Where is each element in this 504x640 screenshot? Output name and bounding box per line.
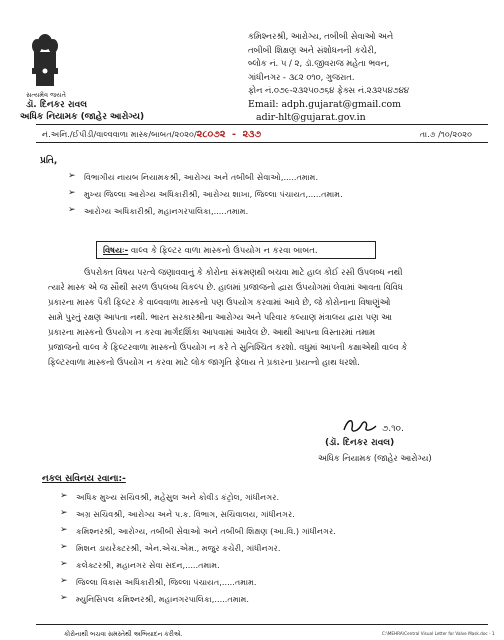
footer-slogan: કોરોનાથી બચવા સમસ્તેથી અભિયાદન કરીએ.: [64, 630, 183, 638]
recipient-text: વિભાગીય નાયબ નિયામકશ્રી, આરોગ્ય અને તબીબી સેવાઓ,.....તમામ.: [84, 172, 319, 182]
arrow-bullet-icon: ➢: [68, 171, 76, 181]
copy-item: [60, 593, 486, 605]
signatory-name: (ડૉ. દિનકર રાવલ): [325, 438, 395, 448]
recipient-item: [68, 171, 484, 183]
arrow-bullet-icon: ➢: [60, 525, 68, 535]
arrow-bullet-icon: ➢: [60, 559, 68, 569]
copy-text: મ્યુનિસિપલ કમિશ્નરશ્રી, મહાનગરપાલિકા,.....તમામ.: [76, 594, 249, 604]
copy-text: મિશન ડાયરેક્ટરશ્રી, એન.એચ.એમ., મજુર કચેરી, ગાંધીનગર.: [76, 543, 281, 553]
email-primary: Email: adph.gujarat@gmail.com: [248, 98, 402, 110]
arrow-bullet-icon: ➢: [60, 593, 68, 603]
body-line: ફિલ્ટરવાળા માસ્કનો ઉપયોગ ન કરવા માટે લોક જાગૃતિ ફેલાય તે પ્રકારના પ્રયત્નો હાથ ધરશો.: [48, 357, 360, 367]
body-line: ત્યારે માસ્ક એ જ સૌથી સરળ ઉપલબ્ધ વિકલ્પ છે. હાલમાં પ્રજાજનો દ્વારા ઉપયોગમાં લેવામાં આવતા વિવિધ: [48, 282, 403, 292]
copy-item: [60, 525, 486, 537]
signature-date: ૭.૧૦.: [382, 424, 404, 434]
signatory-title: અધિક નિયામક (જાહેર આરોગ્ય): [318, 453, 432, 463]
copy-item: [60, 508, 486, 520]
header-divider: [36, 124, 488, 125]
address-line: બ્લોક નં. ૫ / ૨, ડૉ.જીવરાજ મહેતા ભવન,: [248, 58, 390, 69]
recipient-text: આરોગ્ય અધિકારીશ્રી, મહાનગરપાલિકા,.....તમામ.: [84, 206, 249, 216]
address-line: ગાંધીનગર - ૩૮૨ ૦૧૦, ગુજરાત.: [248, 71, 355, 82]
reference-number: નં.અનિ./ઈપીડી/વાલ્વવાળા માસ્ક/બાબત/૨૦૨૦/: [42, 129, 197, 139]
arrow-bullet-icon: ➢: [68, 205, 76, 215]
inward-stamp-number: ૨૮૦૭૨ - ૨૩૭: [196, 129, 262, 140]
recipient-item: [68, 188, 484, 200]
copies-heading: નકલ સવિનય રવાના:-: [42, 474, 126, 484]
arrow-bullet-icon: ➢: [60, 576, 68, 586]
body-line: પ્રજાજનો વાલ્વ કે ફિલ્ટરવાળા માસ્કનો ઉપયોગ ન કરે તે સુનિશ્ચિત કરશો. વધુમાં આપની કક્ષાએથી વાલ્વ કે: [48, 342, 408, 352]
emblem-motto: સત્યમેવ જયતે: [26, 91, 66, 99]
phone-fax-line: ફોન નં.૦૭૯-૨૩૨૫૦૭૬૪ ફેક્સ નં.૨૩૨૫૪૭૪૪: [248, 85, 409, 96]
arrow-bullet-icon: ➢: [60, 542, 68, 552]
subject-box: [96, 241, 376, 259]
copy-text: કમિશ્નરશ્રી, આરોગ્ય, તબીબી સેવાઓ અને તબીબી શિક્ષણ (આ.વિ.) ગાંધીનગર.: [76, 526, 336, 536]
arrow-bullet-icon: ➢: [60, 491, 68, 501]
copy-text: જિલ્લા વિકાસ અધિકારીશ્રી, જિલ્લા પંચાયત,.....તમામ.: [76, 577, 257, 587]
letter-date: તા.૭ /૧૦/૨૦૨૦: [419, 129, 472, 139]
copy-text: કલેક્ટરશ્રી, મહાનગર સેવા સદન,.....તમામ.: [76, 560, 220, 570]
body-line: ઉપરોક્ત વિષય પરત્વે જણાવવાનું કે કોરોના સંક્રમણથી બચવા માટે હાલ કોઈ રસી ઉપલબ્ધ નથી: [84, 267, 403, 277]
letter-body: [48, 265, 484, 370]
copy-item: [60, 491, 486, 503]
copy-item: [60, 576, 486, 588]
officer-title: અધિક નિયામક (જાહેર આરોગ્ય): [20, 112, 145, 122]
footer-file-path: C:\MEHRA\Central Visual Letter for Valve Mask.doc - 1: [382, 631, 495, 636]
body-line: પ્રકારના માસ્ક પૈકી ફિલ્ટર કે વાલ્વવાળા માસ્કનો પણ ઉપયોગ કરવામાં આવે છે, જે કોરોનાના વિષાણુંઓ: [48, 297, 391, 307]
copy-text: અધિક મુખ્ય સચિવશ્રી, મહેસુલ અને કોવીડ કંટ્રોલ, ગાંધીનગર.: [76, 492, 280, 502]
office-address: [248, 30, 498, 124]
handwritten-signature: [340, 416, 380, 436]
recipients-heading: પ્રતિ,: [40, 156, 58, 166]
national-emblem-icon: [28, 30, 62, 90]
address-line: કમિશ્નરશ્રી, આરોગ્ય, તબીબી સેવાઓ અને: [248, 31, 394, 41]
copy-text: અગ્ર સચિવશ્રી, આરોગ્ય અને પ.ક. વિભાગ, સચિવાલય, ગાંધીનગર.: [76, 509, 295, 519]
arrow-bullet-icon: ➢: [68, 188, 76, 198]
recipient-text: મુખ્ય જિલ્લા આરોગ્ય અધિકારીશ્રી, આરોગ્ય શાખા, જિલ્લા પંચાયત,.....તમામ.: [84, 189, 343, 199]
address-line: તબીબી શિક્ષણ અને સંશોધનની કચેરી,: [248, 44, 377, 55]
reference-divider: [36, 142, 488, 143]
footer-divider: [36, 624, 488, 625]
arrow-bullet-icon: ➢: [60, 508, 68, 518]
body-line: સામે પુરતું રક્ષણ આપતા નથી. ભારત સરકારશ્રીના આરોગ્ય અને પરિવાર કલ્યાણ મંત્રાલય દ્વારા પણ આ: [48, 312, 392, 322]
copy-item: [60, 559, 486, 571]
reference-line: [42, 129, 482, 140]
subject-label: વિષયઃ-: [103, 246, 129, 256]
subject-text: વાલ્વ કે ફિલ્ટર વાળા માસ્કનો ઉપયોગ ન કરવા બાબત.: [128, 246, 318, 256]
officer-name: ડૉ. દિનકર રાવલ: [26, 100, 87, 110]
body-line: પ્રકારના માસ્કનો ઉપયોગ ન કરવા માર્ગદર્શિકા આપવામાં આવેલ છે. આથી આપના વિસ્તારમાં તમામ: [48, 327, 376, 337]
recipient-item: [68, 205, 484, 217]
copy-item: [60, 542, 486, 554]
email-secondary: adir-hlt@gujarat.gov.in: [256, 111, 366, 123]
